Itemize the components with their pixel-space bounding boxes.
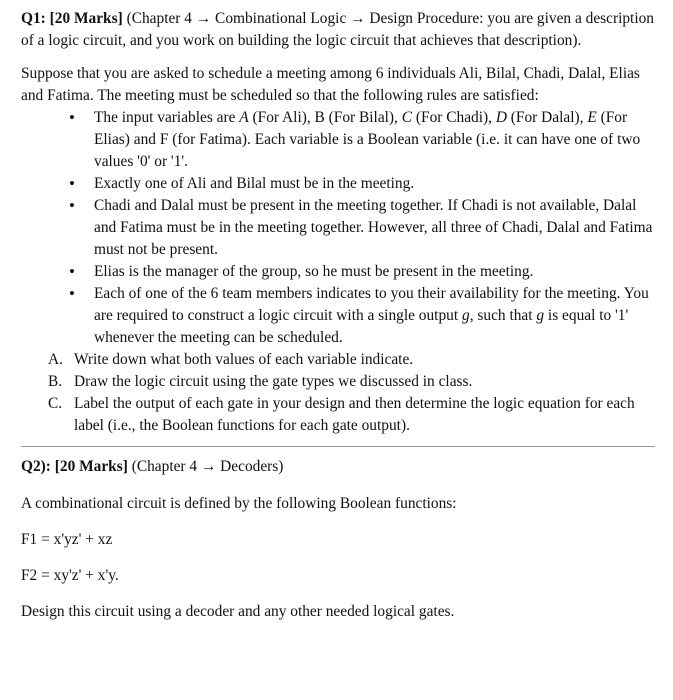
variable-a: A <box>239 109 249 126</box>
q2-chapter-text: (Chapter 4 → Decoders) <box>127 458 284 475</box>
q1-intro: Suppose that you are asked to schedule a meeting among 6 individuals Ali, Bilal, Chadi, Dalal, Elias and Fatima. The meeting must be scheduled so that the following rules are satisfied: <box>21 65 640 104</box>
rule5-text-1: Each of one of the 6 team members indicates to you their availability for the meeting. You are required to construct a logic circuit with a single output <box>94 285 649 324</box>
q1-label: Q1: [20 Marks] <box>21 10 123 27</box>
rule5-text-3: is equal to '1' whenever the meeting can be scheduled. <box>94 307 629 346</box>
q1-heading-paragraph <box>21 8 655 52</box>
q2-function-f1: F1 = x'yz' + xz <box>21 531 113 548</box>
q1-rules-list <box>21 107 655 349</box>
q2-heading-paragraph <box>21 456 655 478</box>
output-g: g <box>461 307 470 324</box>
rule1-text-3: (For Chadi), <box>412 109 496 126</box>
part-letter: A. <box>48 351 63 368</box>
variable-d: D <box>495 109 507 126</box>
q1-part <box>21 393 655 437</box>
q2-intro: A combinational circuit is defined by the following Boolean functions: <box>21 495 457 512</box>
q2-label: Q2): [20 Marks] <box>21 458 128 475</box>
q1-part <box>21 371 655 393</box>
q2-function-f2: F2 = xy'z' + x'y. <box>21 567 119 584</box>
rule1-text-5: (For Elias) and F (for Fatima). Each variable is a Boolean variable (i.e. it can have one of two values '0' or '1'. <box>94 109 641 170</box>
part-letter: B. <box>48 373 63 390</box>
q1-rule-ali-bilal: • Exactly one of Ali and Bilal must be in the meeting. <box>21 173 655 195</box>
part-letter: C. <box>48 395 63 412</box>
q1-rule-chadi-dalal: • Chadi and Dalal must be present in the meeting together. If Chadi is not available, Dalal and Fatima must be in the meeting together. However, all three of Chadi, Dalal and Fatima must not be present. <box>21 195 655 261</box>
rule1-text-2: (For Ali), B (For Bilal), <box>248 109 402 126</box>
q1-parts-list <box>21 349 655 437</box>
q1-rule-elias: • Elias is the manager of the group, so he must be present in the meeting. <box>21 261 655 283</box>
rule5-text-2: , such that <box>469 307 537 324</box>
part-text: Draw the logic circuit using the gate types we discussed in class. <box>74 373 473 390</box>
rule1-text-4: (For Dalal), <box>506 109 588 126</box>
q1-chapter-text: (Chapter 4 → Combinational Logic → Design Procedure: you are given a description of a logic circuit, and you work on building the logic circuit that achieves that description). <box>21 10 655 49</box>
section-divider <box>21 446 655 447</box>
part-text: Label the output of each gate in your design and then determine the logic equation for each label (i.e., the Boolean functions for each gate output). <box>74 395 635 434</box>
q1-part <box>21 349 655 371</box>
q1-rule-output <box>21 283 655 349</box>
variable-c: C <box>401 109 413 126</box>
part-text: Write down what both values of each variable indicate. <box>74 351 414 368</box>
rule1-text-1: The input variables are <box>94 109 240 126</box>
q1-rule-variables <box>21 107 655 173</box>
variable-e: E <box>587 109 597 126</box>
output-g: g <box>536 307 545 324</box>
q2-design-instruction: Design this circuit using a decoder and any other needed logical gates. <box>21 603 455 620</box>
